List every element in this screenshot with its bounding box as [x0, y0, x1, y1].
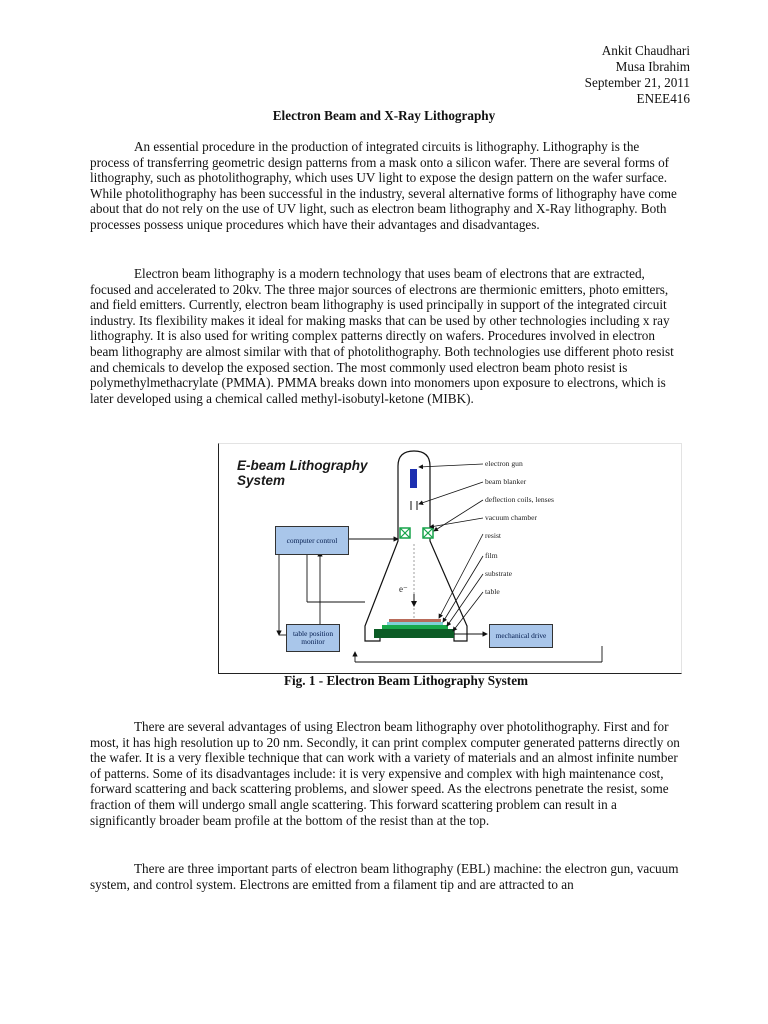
label-electron: e⁻ [399, 584, 408, 594]
paragraph [90, 266, 680, 406]
table-position-monitor-box: table position monitor [286, 624, 340, 652]
table-layer [374, 629, 454, 638]
author-name: Ankit Chaudhari [601, 43, 690, 58]
label-resist: resist [485, 531, 502, 540]
label-table: table [485, 587, 500, 596]
date: September 21, 2011 [584, 75, 690, 90]
label-beam-blanker: beam blanker [485, 477, 527, 486]
electron-gun [410, 469, 417, 488]
author-name: Musa Ibrahim [615, 59, 690, 74]
figure-title: E-beam Lithography System [237, 458, 368, 488]
course-code: ENEE416 [636, 91, 690, 106]
paragraph [90, 139, 680, 233]
resist-layer [389, 619, 441, 622]
paragraph-text: Electron beam lithography is a modern technology that uses beam of electrons that are extracted, focused and accelerated to 20kv. The three major sources of electrons are thermionic emitters, photo emitters, and field emitters. Currently, electron beam lithography is used principally in support of the integrated circuit industry. Its flexibility makes it ideal for making masks that can be used by other technologies including x ray lithography. It is also used for writing complex patterns directly on wafers. Procedures involved in electron beam lithography are almost similar with that of photolithography. Both technologies use different photo resist and chemicals to develop the exposed section. The most commonly used electron beam photo resist is polymethylmethacrylate (PMMA). PMMA breaks down into monomers upon exposure to electrons, which is later developed using a chemical called methyl-isobutyl-ketone (MIBK). [90, 266, 674, 406]
substrate-layer [382, 625, 448, 629]
paragraph-text: There are several advantages of using Electron beam lithography over photolithography. First and for most, it has high resolution up to 20 nm. Secondly, it can print complex computer generated patterns directly on the wafer. It is a very flexible technique that can work with a variety of materials and an almost infinite number of patterns. Some of its disadvantages include: it is very expensive and complex with high maintenance cost, forward scattering and back scattering problems, and slower speed. As the electrons penetrate the resist, some fraction of them will undergo small angle scattering. This forward scattering problem can result in a significantly broader beam profile at the bottom of the resist than at the top. [90, 719, 680, 828]
label-electron-gun: electron gun [485, 459, 523, 468]
document-title: Electron Beam and X-Ray Lithography [272, 108, 496, 123]
label-film: film [485, 551, 498, 560]
label-substrate: substrate [485, 569, 512, 578]
film-layer [387, 622, 443, 625]
paragraph [90, 719, 680, 828]
paragraph [90, 861, 680, 892]
ebeam-lithography-figure [218, 443, 682, 674]
computer-control-box: computer control [275, 526, 349, 555]
figure-caption: Fig. 1 - Electron Beam Lithography System [283, 673, 529, 688]
label-deflection: deflection coils, lenses [485, 495, 554, 504]
mechanical-drive-box: mechanical drive [489, 624, 553, 648]
label-vacuum-chamber: vacuum chamber [485, 513, 538, 522]
author-header [585, 43, 690, 107]
paragraph-text: There are three important parts of electron beam lithography (EBL) machine: the electron gun, vacuum system, and control system. Electrons are emitted from a filament tip and are attracted to an [90, 861, 679, 892]
paragraph-text: An essential procedure in the production of integrated circuits is lithography. Lithography is the process of transferring geometric design patterns from a mask onto a silicon wafer. There are several forms of lithography, such as photolithography, which uses UV light to expose the design pattern on the wafer surface. While photolithography has been successful in the industry, several alternative forms of lithography have come about that do not rely on the use of UV light, such as electron beam lithography and X-Ray lithography. Both processes possess unique procedures which have their advantages and disadvantages. [90, 139, 677, 232]
deflection-coils [400, 528, 433, 538]
